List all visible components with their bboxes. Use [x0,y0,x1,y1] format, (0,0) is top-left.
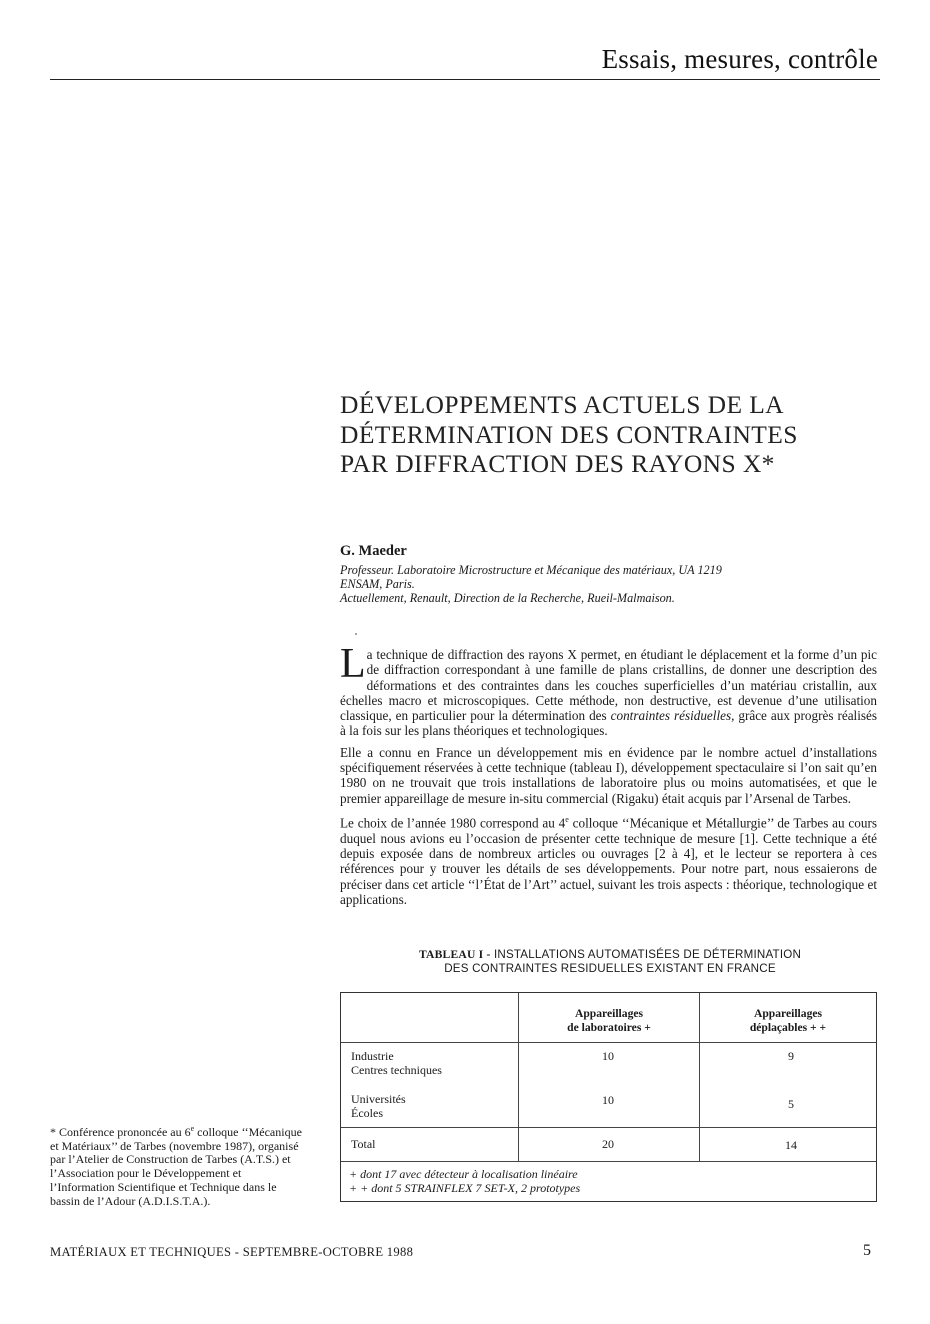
cell-total-laboratoires: 20 [602,1137,614,1151]
cell-universites-deplacables: 5 [788,1097,794,1111]
title-line-2: DÉTERMINATION DES CONTRAINTES [340,419,798,449]
cell-total-deplacables: 14 [785,1138,797,1152]
row-label-industrie-line-2: Centres techniques [351,1063,442,1077]
column-header-deplacables-line-1: Appareillages [753,1007,823,1020]
paragraph-3-text-a: Le choix de l’année 1980 correspond au 4 [340,815,566,831]
footer-journal: MATÉRIAUX ET TECHNIQUES - SEPTEMBRE-OCTOBRE 1988 [50,1245,414,1259]
column-header-laboratoires-line-2: de laboratoires + [567,1021,651,1034]
row-label-industrie-line-1: Industrie [351,1049,394,1063]
data-table [340,992,877,1202]
table-caption [340,948,880,976]
table-caption-line-1: INSTALLATIONS AUTOMATISÉES DE DÉTERMINATION [490,948,802,961]
column-header-laboratoires-line-1: Appareillages [574,1007,644,1020]
table-caption-label: TABLEAU I - [418,948,491,961]
paragraph-3 [340,812,877,907]
header-rule [50,79,880,80]
affiliation-line-2: ENSAM, Paris. [340,576,415,591]
print-speck [355,633,357,635]
table-divider-total [341,1127,876,1128]
body-text [340,641,877,913]
paragraph-1-text-b: grâce aux progrès réalisés à la fois sur les plans théoriques et technologiques. [340,708,877,739]
footnote-superscript: e [190,1124,195,1133]
column-header-laboratoires [519,1007,699,1035]
title-line-1: DÉVELOPPEMENTS ACTUELS DE LA [340,390,784,419]
column-header-deplacables [700,1007,876,1035]
paragraph-3-superscript: e [565,814,569,824]
paragraph-1-text-a: a technique de diffraction des rayons X permet, en étudiant le déplacement et la forme d’un pic de diffraction correspondant à une famille de plans cristallins, de donner une description des déformations et des contraintes dans les couches superficielles d’un matériau cristallin, aux échelles macro et microscopiques. Cette méthode, non destructive, est devenue d’une utilisation classique, en particulier pour la détermination des [340,647,877,724]
footnote-text-a: * Conférence prononcée au 6 [50,1125,191,1139]
table-caption-line-2: DES CONTRAINTES RESIDUELLES EXISTANT EN FRANCE [444,961,776,975]
title-line-3: PAR DIFFRACTION DES RAYONS X* [340,449,775,478]
table-note-2: + + dont 5 STRAINFLEX 7 SET-X, 2 prototypes [349,1181,581,1195]
affiliation-line-3: Actuellement, Renault, Direction de la Recherche, Rueil-Malmaison. [340,590,675,605]
footnote-text-b: colloque ‘‘Mécanique et Matériaux’’ de Tarbes (novembre 1987), organisé par l’Atelier de Construction de Tarbes (A.T.S.) et l’Association pour le Développement et l’Information Scientifique et Technique dans le bassin de l’Adour (A.D.I.S.T.A.). [50,1125,302,1208]
footnote [50,1122,308,1208]
paragraph-2: Elle a connu en France un développement mis en évidence par le nombre actuel d’installations spécifiquement réservées à cette technique (tableau I), développement spectaculaire si l’on sait qu’en 1980 on ne trouvait que trois installations de laboratoire plus ou moins automatisées, et que le premier appareillage de mesure in-situ commercial (Rigaku) était acquis par l’Arsenal de Tarbes. [340,744,877,806]
cell-industrie-deplacables: 9 [788,1049,794,1063]
row-label-universites-line-1: Universités [351,1092,406,1106]
drop-cap: L [340,641,366,687]
row-label-total: Total [351,1137,376,1151]
article-title [340,390,900,479]
author-block [340,543,900,605]
section-header: Essais, mesures, contrôle [601,44,878,74]
row-label-universites-line-2: Écoles [351,1106,383,1120]
row-label-universites [351,1092,406,1120]
table-divider-notes [341,1161,876,1162]
paragraph-1-italic: contraintes résiduelles, [610,708,735,724]
table-note-1: + dont 17 avec détecteur à localisation linéaire [349,1167,578,1181]
table-divider-header [341,1042,876,1043]
column-header-deplacables-line-2: déplaçables + + [749,1021,827,1034]
author-name: G. Maeder [340,543,407,559]
affiliation-line-1: Professeur. Laboratoire Microstructure et Mécanique des matériaux, UA 1219 [340,563,722,577]
page-number: 5 [863,1242,871,1259]
cell-industrie-laboratoires: 10 [602,1049,614,1063]
paragraph-1 [340,641,877,739]
cell-universites-laboratoires: 10 [602,1093,614,1107]
paragraph-3-text-b: colloque ‘‘Mécanique et Métallurgie’’ de Tarbes au cours duquel nous avions eu l’occasion de présenter cette technique de mesure [1]. Cette technique a été depuis exposée dans de nombreux articles ou ouvrages [2 à 4], et le lecteur se reportera à ces références pour y trouver les détails de ses développements. Pour notre part, nous essaierons de préciser dans cet article ‘‘l’État de l’Art’’ actuel, suivant les trois aspects : théorique, technologique et applications. [340,815,877,907]
row-label-industrie [351,1049,442,1077]
